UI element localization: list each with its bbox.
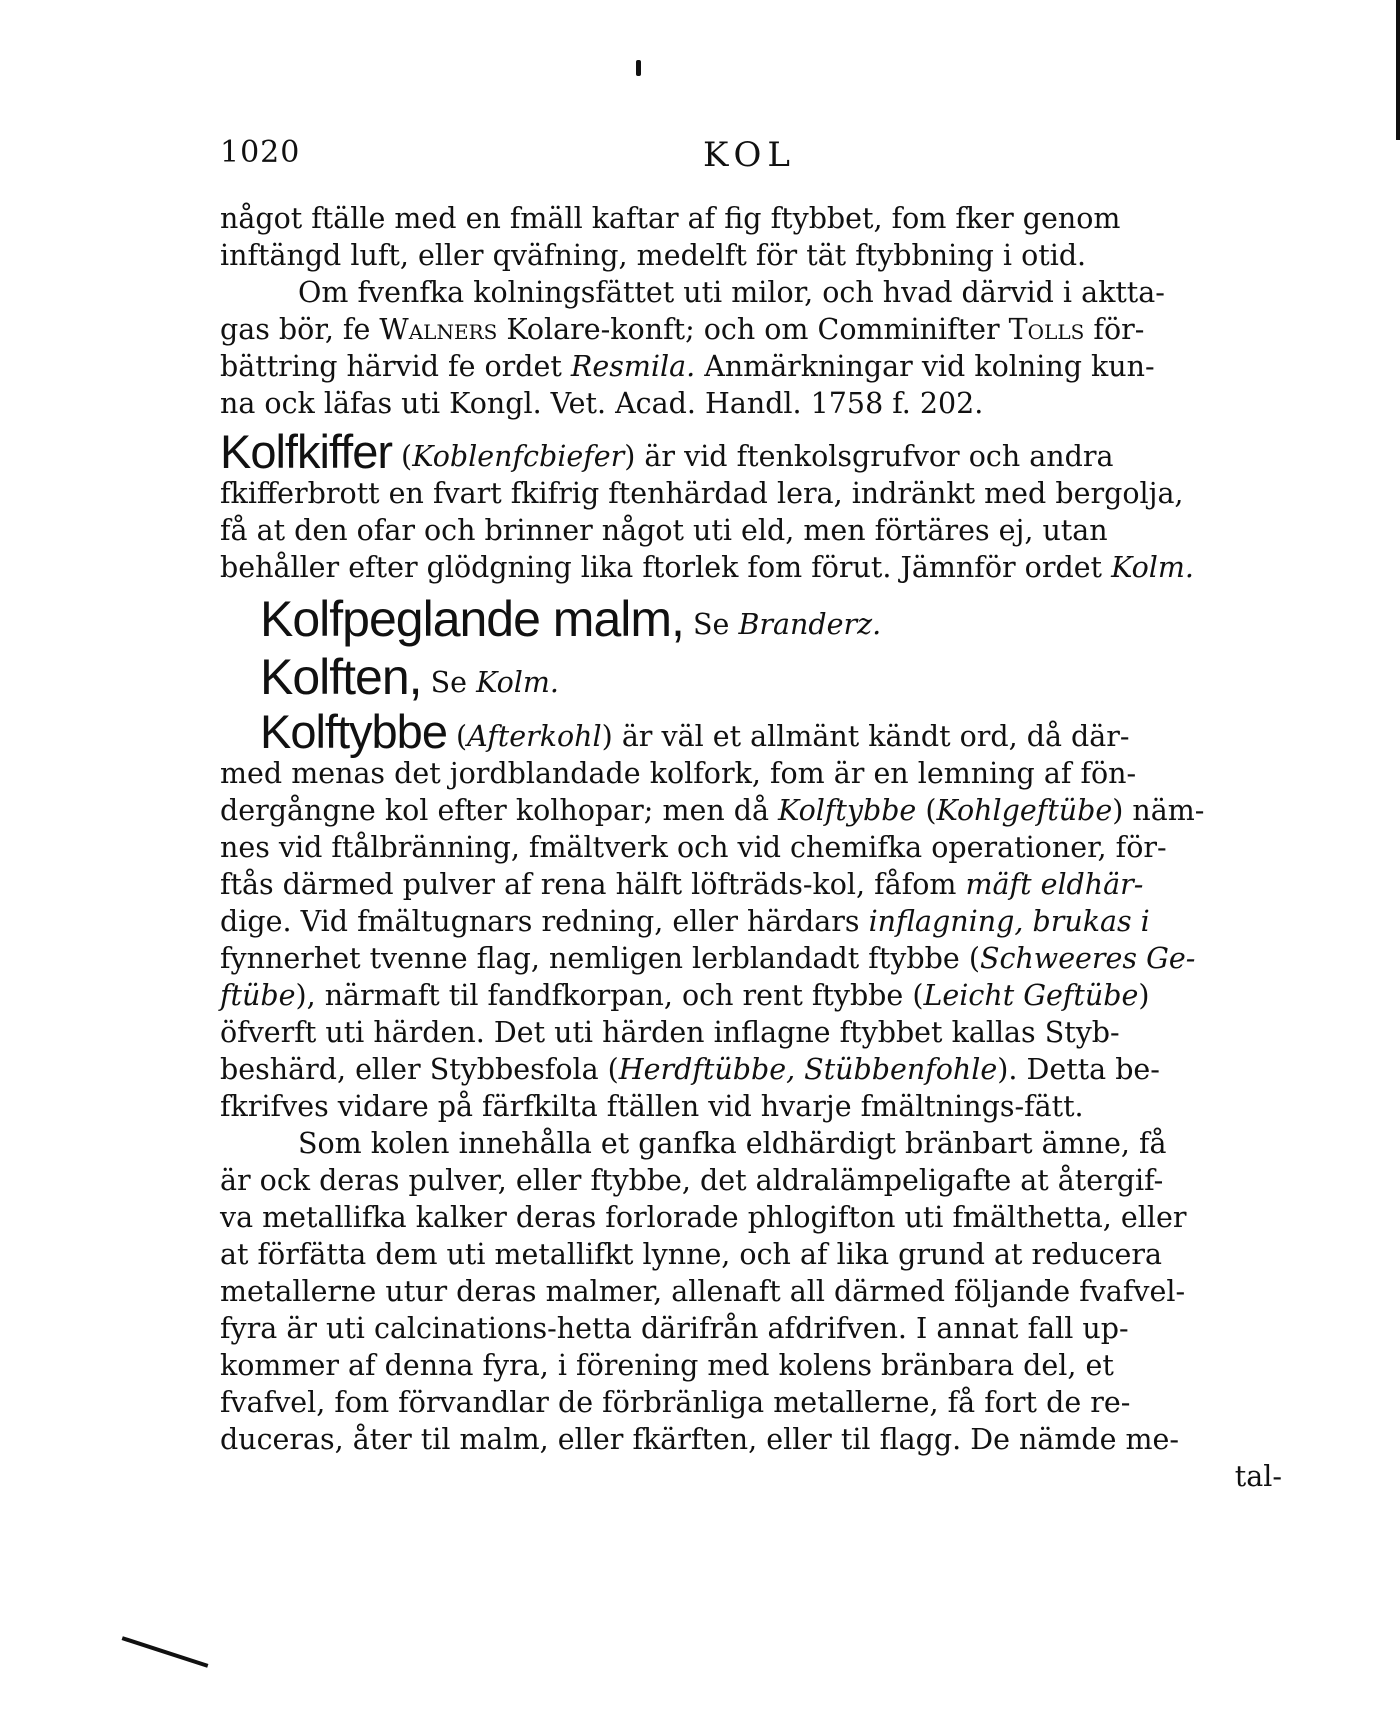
cross-reference: Branderz. — [738, 608, 882, 641]
text-line: är ock deras pulver, eller ftybbe, det aldralämpeligafte at återgif- — [220, 1164, 1164, 1197]
cross-reference: Resmila. — [570, 350, 696, 383]
text-run: ) är vid ftenkolsgrufvor och andra — [624, 440, 1114, 473]
text-run: dergångne kol efter kolhopar; men då — [220, 794, 779, 827]
text-run: ) näm- — [1112, 794, 1205, 827]
text-run: ), närmaft til fandfkorpan, och rent ftybbe ( — [295, 979, 924, 1012]
page-edge-shadow — [1396, 0, 1400, 140]
text-run: ( — [446, 720, 468, 753]
text-line: nes vid ftålbränning, fmältverk och vid chemifka operationer, för- — [220, 831, 1167, 864]
text-line — [220, 549, 1288, 586]
text-run: Se — [421, 666, 477, 699]
text-run: ( — [916, 794, 937, 827]
catchword: tal- — [1234, 1460, 1282, 1493]
text-line: duceras, åter til malm, eller fkärften, eller til flagg. De nämde me- — [220, 1423, 1180, 1456]
text-line: Som kolen innehålla et ganfka eldhärdigt bränbart ämne, få — [298, 1127, 1167, 1160]
italic-term: Kolftybbe — [778, 794, 917, 827]
german-term: Kohlgeftübe — [936, 794, 1113, 827]
cross-reference: Kolm. — [476, 666, 559, 699]
text-run: Se — [683, 608, 739, 641]
text-line — [220, 977, 1288, 1014]
running-head — [220, 135, 1280, 175]
text-run: beshärd, eller Stybbesfola ( — [220, 1053, 619, 1086]
text-line — [220, 792, 1288, 829]
text-line: fyra är uti calcinations-hetta därifrån afdrifven. I annat fall up- — [220, 1312, 1129, 1345]
text-line: kommer af denna fyra, i förening med kolens bränbara del, et — [220, 1349, 1114, 1382]
entry-headword: Kolften, — [260, 649, 422, 705]
text-run: fynnerhet tvenne flag, nemligen lerblandadt ftybbe ( — [220, 942, 980, 975]
text-line — [220, 348, 1288, 385]
text-run: ftås därmed pulver af rena hälft löfträds-kol, fåfom — [220, 868, 966, 901]
text-run: ( — [392, 440, 413, 473]
text-line: med menas det jordblandade kolfork, fom är en lemning af fön- — [220, 757, 1137, 790]
text-run: Kolare-konft; och om Comminifter — [497, 313, 1009, 346]
scan-speck — [636, 60, 641, 76]
text-line: metallerne utur deras malmer, allenaft all därmed följande fvafvel- — [220, 1275, 1186, 1308]
entry-headword: Kolfpeglande malm, — [260, 591, 684, 647]
text-line — [220, 1051, 1288, 1088]
entry-headword: Kolftybbe — [260, 705, 447, 758]
paragraph-continuation — [220, 200, 1288, 274]
entry-kolspeglande — [260, 591, 1288, 647]
page-number: 1020 — [220, 135, 301, 170]
author-name: Tolls — [1008, 313, 1085, 346]
text-run: bättring härvid fe ordet — [220, 350, 571, 383]
text-line — [220, 903, 1288, 940]
page-body — [220, 200, 1288, 1495]
text-line: något ftälle med en fmäll kaftar af fig ftybbet, fom fker genom — [220, 202, 1121, 235]
entry-headword: Kolfkiffer — [220, 425, 392, 478]
cross-reference: Kolm. — [1111, 551, 1194, 584]
page-title: KOL — [703, 135, 796, 175]
german-term: Leicht Geftübe — [923, 979, 1139, 1012]
german-term: Herdftübbe, Stübbenfohle — [618, 1053, 998, 1086]
text-line: na ock läfas uti Kongl. Vet. Acad. Handl. 1758 f. 202. — [220, 387, 984, 420]
text-line: fkrifves vidare på färfkilta ftällen vid hvarje fmältnings-fätt. — [220, 1090, 1084, 1123]
text-run: för- — [1084, 313, 1145, 346]
text-line: inftängd luft, eller qväfning, medelft för tät ftybbning i otid. — [220, 239, 1087, 272]
italic-term: mäft eldhär- — [965, 868, 1144, 901]
text-line: fvafvel, fom förvandlar de förbränliga metallerne, få fort de re- — [220, 1386, 1131, 1419]
entry-kolstybbe — [220, 705, 1288, 1125]
text-line — [220, 311, 1288, 348]
text-run: behåller efter glödgning lika ftorlek fom förut. Jämnför ordet — [220, 551, 1112, 584]
text-line — [220, 705, 1288, 758]
text-run: dige. Vid fmältugnars redning, eller härdars — [220, 905, 869, 938]
text-line: va metallifka kalker deras forlorade phlogifton uti fmälthetta, eller — [220, 1201, 1187, 1234]
german-term: Koblenfcbiefer — [412, 440, 625, 473]
paragraph-kolning — [220, 274, 1288, 422]
entry-kolsten — [260, 649, 1288, 705]
paragraph-kolen — [220, 1125, 1288, 1458]
text-run: gas bör, fe — [220, 313, 380, 346]
author-name: Walners — [379, 313, 498, 346]
text-line: öfverft uti härden. Det uti härden inflagne ftybbet kallas Styb- — [220, 1016, 1120, 1049]
text-run: ) är väl et allmänt kändt ord, då där- — [601, 720, 1130, 753]
text-line: fkifferbrott en fvart fkifrig ftenhärdad lera, indränkt med bergolja, — [220, 477, 1184, 510]
text-line: Om fvenfka kolningsfättet uti milor, och hvad därvid i aktta- — [298, 276, 1165, 309]
text-run: ) — [1138, 979, 1150, 1012]
text-line — [220, 425, 1288, 478]
text-run: Anmärkningar vid kolning kun- — [695, 350, 1155, 383]
text-run: ). Detta be- — [997, 1053, 1160, 1086]
text-line — [220, 940, 1288, 977]
italic-term: inflagning, brukas i — [868, 905, 1150, 938]
entry-kolskiffer — [220, 425, 1288, 586]
text-line: at förfätta dem uti metallifkt lynne, och af lika grund at reducera — [220, 1238, 1163, 1271]
german-term: Afterkohl — [467, 720, 602, 753]
text-line: få at den ofar och brinner något uti eld, men förtäres ej, utan — [220, 514, 1108, 547]
german-term: Schweeres Ge- — [979, 942, 1196, 975]
text-line — [220, 866, 1288, 903]
scan-artifact — [122, 1636, 209, 1668]
german-term: ftübe — [220, 979, 296, 1012]
